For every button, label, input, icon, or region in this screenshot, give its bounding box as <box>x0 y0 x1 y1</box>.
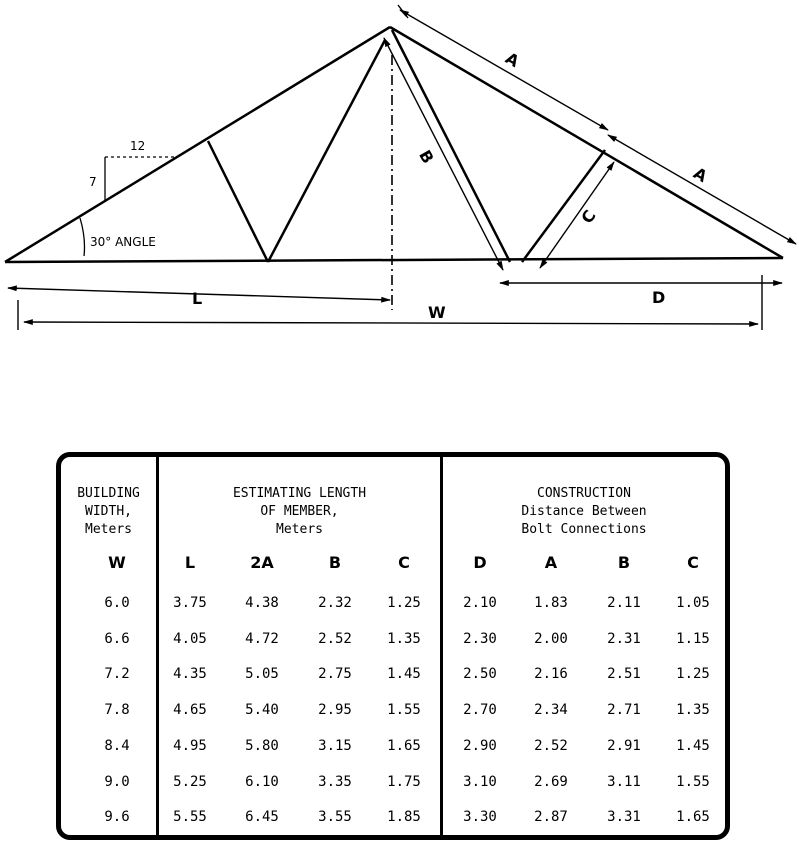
c-label: C <box>577 206 600 228</box>
table-cell: 4.38 <box>245 595 279 611</box>
web-right-b <box>392 30 510 262</box>
table-cell: 1.15 <box>676 630 710 647</box>
table-cell: 4.65 <box>173 702 207 719</box>
table-cell: 2.00 <box>534 630 568 647</box>
table-cell: 3.35 <box>318 773 352 790</box>
w-label: W <box>428 303 446 322</box>
table-cell: 7.8 <box>104 702 130 719</box>
header-line: Bolt Connections <box>521 522 647 537</box>
table-cell: 1.55 <box>387 702 421 719</box>
table-cell: 2.87 <box>534 809 568 826</box>
column-header-c: C <box>398 553 410 572</box>
d-label: D <box>652 288 666 307</box>
table-row <box>61 774 725 794</box>
web-left-diagonal <box>268 40 385 262</box>
column-header-l: L <box>184 553 196 572</box>
table-cell: 1.55 <box>676 773 710 790</box>
table-cell: 2.34 <box>534 702 568 719</box>
header-line: ESTIMATING LENGTH <box>232 486 367 501</box>
table-cell: 2.11 <box>607 595 641 611</box>
table-cell: 1.83 <box>534 595 568 611</box>
table-cell: 1.75 <box>387 773 421 790</box>
table-cell: 2.71 <box>607 702 641 719</box>
table-cell: 2.52 <box>318 630 352 647</box>
angle-arc <box>80 218 85 256</box>
angle-label: 30° ANGLE <box>90 235 156 249</box>
table-cell: 6.45 <box>245 809 279 826</box>
slope-rise-label: 7 <box>89 175 97 189</box>
table-cell: 3.15 <box>318 737 352 754</box>
table-cell: 2.90 <box>463 737 497 754</box>
header-estimating-length <box>159 485 440 539</box>
table-cell: 1.85 <box>387 809 421 826</box>
dim-b-line <box>384 38 503 270</box>
top-chord-left <box>5 27 390 262</box>
table-cell: 2.52 <box>534 737 568 754</box>
table-cell: 2.70 <box>463 702 497 719</box>
table-cell: 1.35 <box>676 702 710 719</box>
column-header-b2: B <box>617 553 631 572</box>
header-line: BUILDING <box>77 486 140 501</box>
table-cell: 6.6 <box>104 630 130 647</box>
dim-a-upper <box>400 10 608 130</box>
table-cell: 1.65 <box>387 737 421 754</box>
a-upper-label: A <box>502 48 523 71</box>
table-cell: 4.72 <box>245 630 279 647</box>
table-cell: 7.2 <box>104 666 130 683</box>
table-cell: 3.55 <box>318 809 352 826</box>
header-line: OF MEMBER, <box>260 504 339 519</box>
table-cell: 1.65 <box>676 809 710 826</box>
table-cell: 2.30 <box>463 630 497 647</box>
header-line: CONSTRUCTION <box>537 486 631 501</box>
table-cell: 2.75 <box>318 666 352 683</box>
column-header-d: D <box>473 553 487 572</box>
table-cell: 5.80 <box>245 737 279 754</box>
header-line: Distance Between <box>521 504 647 519</box>
table-cell: 1.45 <box>676 737 710 754</box>
table-cell: 2.31 <box>607 630 641 647</box>
column-header-2a: 2A <box>250 553 274 572</box>
truss-diagram <box>0 0 799 345</box>
table-cell: 6.10 <box>245 773 279 790</box>
table-cell: 5.55 <box>173 809 207 826</box>
table-cell: 1.25 <box>676 666 710 683</box>
column-header-b: B <box>328 553 342 572</box>
table-cell: 2.50 <box>463 666 497 683</box>
b-label: B <box>415 146 438 167</box>
table-cell: 2.69 <box>534 773 568 790</box>
table-cell: 3.30 <box>463 809 497 826</box>
table-cell: 1.35 <box>387 630 421 647</box>
table-cell: 6.0 <box>104 595 130 611</box>
table-cell: 5.25 <box>173 773 207 790</box>
table-cell: 1.05 <box>676 595 710 611</box>
table-cell: 4.35 <box>173 666 207 683</box>
table-cell: 4.05 <box>173 630 207 647</box>
table-cell: 1.45 <box>387 666 421 683</box>
slope-run-label: 12 <box>130 139 146 153</box>
table-cell: 2.10 <box>463 595 497 611</box>
table-cell: 9.6 <box>104 809 130 826</box>
header-building-width <box>61 485 156 539</box>
table-cell: 3.10 <box>463 773 497 790</box>
table-row <box>61 595 725 615</box>
column-header-a: A <box>544 553 558 572</box>
table-row <box>61 809 725 829</box>
table-cell: 2.91 <box>607 737 641 754</box>
header-construction <box>443 485 725 539</box>
table-row <box>61 631 725 651</box>
table-row <box>61 702 725 722</box>
table-cell: 2.16 <box>534 666 568 683</box>
table-cell: 3.31 <box>607 809 641 826</box>
table-cell: 2.51 <box>607 666 641 683</box>
table-cell: 4.95 <box>173 737 207 754</box>
table-cell: 5.40 <box>245 702 279 719</box>
table-cell: 2.95 <box>318 702 352 719</box>
table-cell: 5.05 <box>245 666 279 683</box>
column-header-c2: C <box>687 553 699 572</box>
dim-w-line <box>24 322 758 324</box>
dim-a-lower <box>608 135 796 244</box>
l-label: L <box>192 289 203 308</box>
bottom-chord <box>5 258 783 262</box>
table-cell: 2.32 <box>318 595 352 611</box>
table-cell: 8.4 <box>104 737 130 754</box>
truss-dimension-table <box>56 452 730 840</box>
table-cell: 3.75 <box>173 595 207 611</box>
table-row <box>61 738 725 758</box>
web-right-c <box>522 150 605 262</box>
web-left-vertical-strut <box>208 141 268 262</box>
table-cell: 3.11 <box>607 773 641 790</box>
ext-apex <box>398 5 408 18</box>
header-line: WIDTH, <box>85 504 132 519</box>
header-line: Meters <box>276 522 323 537</box>
column-header-w: W <box>108 553 126 572</box>
a-lower-label: A <box>690 163 711 186</box>
header-line: Meters <box>85 522 132 537</box>
table-cell: 1.25 <box>387 595 421 611</box>
table-cell: 9.0 <box>104 773 130 790</box>
table-row <box>61 666 725 686</box>
